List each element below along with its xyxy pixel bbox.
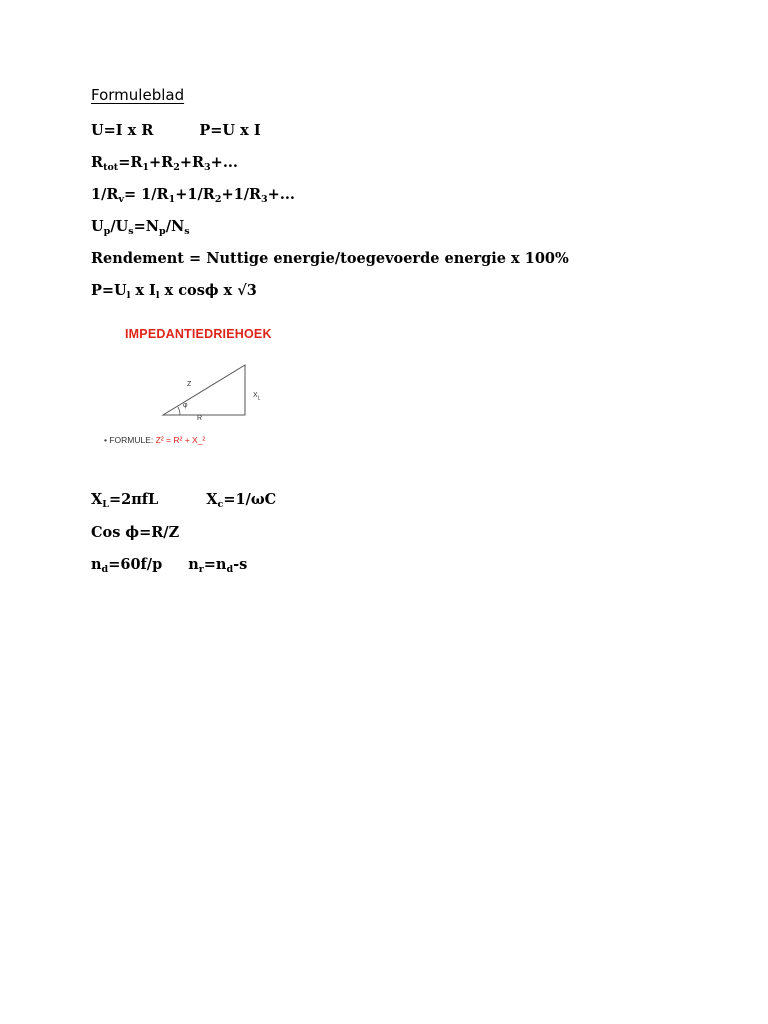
subscript: tot xyxy=(103,162,119,173)
subscript: p xyxy=(103,226,111,237)
impedance-triangle xyxy=(163,365,245,415)
text: X xyxy=(206,491,218,508)
label-r: R xyxy=(197,415,203,422)
text: -s xyxy=(233,556,248,573)
subscript: 3 xyxy=(261,194,268,205)
text: /U xyxy=(110,218,129,235)
text: n xyxy=(188,556,199,573)
subscript: d xyxy=(101,564,109,575)
text: +1/R xyxy=(221,186,262,203)
subscript: s xyxy=(184,226,190,237)
text: x I xyxy=(130,282,156,299)
formula-reactance xyxy=(91,491,276,508)
text: U xyxy=(91,218,104,235)
impedance-triangle-figure xyxy=(100,322,300,454)
subscript: c xyxy=(217,499,224,510)
subscript: L xyxy=(257,395,261,402)
text: =60f/p xyxy=(108,556,163,573)
formula-three-phase-power xyxy=(91,282,257,299)
text: /N xyxy=(165,218,185,235)
subscript: 2 xyxy=(214,194,222,205)
text: +... xyxy=(267,186,295,203)
text: =N xyxy=(133,218,160,235)
subscript: 2 xyxy=(173,162,180,173)
text: P=U xyxy=(91,282,127,299)
figure-formula xyxy=(104,435,205,445)
text: 1/R xyxy=(91,186,119,203)
label-z: Z xyxy=(187,381,192,388)
subscript: v xyxy=(118,194,124,205)
page-title: Formuleblad xyxy=(91,86,185,104)
label-xl xyxy=(253,392,260,401)
text: +R xyxy=(149,154,174,171)
text: R xyxy=(91,154,104,171)
bullet-icon: • xyxy=(104,435,107,445)
formula-cos-phi: Cos ϕ=R/Z xyxy=(91,524,180,541)
text: X xyxy=(91,491,103,508)
subscript: s xyxy=(128,226,134,237)
formula-prefix: FORMULE: xyxy=(109,435,154,445)
text: =n xyxy=(203,556,227,573)
text: X xyxy=(253,392,258,399)
subscript: r xyxy=(198,564,204,575)
text: +R xyxy=(179,154,205,171)
formula-rv xyxy=(91,186,295,203)
subscript: l xyxy=(155,290,160,301)
subscript: 1 xyxy=(142,162,150,173)
subscript: 1 xyxy=(168,194,176,205)
formula-transformer xyxy=(91,218,190,235)
text: +1/R xyxy=(175,186,215,203)
formula-expression: Z² = R² + X_² xyxy=(155,435,206,445)
formula-rendement: Rendement = Nuttige energie/toegevoerde energie x 100% xyxy=(91,250,569,267)
text: =2πfL xyxy=(108,491,159,508)
text: =R xyxy=(118,154,143,171)
text: x cosϕ x √3 xyxy=(159,282,257,299)
angle-arc xyxy=(178,407,180,415)
figure-title: IMPEDANTIEDRIEHOEK xyxy=(125,327,272,341)
text: +... xyxy=(210,154,238,171)
formula-power: P=U x I xyxy=(199,122,261,139)
formula-rtot xyxy=(91,154,238,171)
text: =1/ωC xyxy=(223,491,277,508)
label-phi: φ xyxy=(183,402,188,409)
formula-ohm-law: U=I x R xyxy=(91,122,154,139)
subscript: l xyxy=(126,290,131,301)
text: = 1/R xyxy=(123,186,169,203)
formula-ohm xyxy=(91,122,261,139)
subscript: 3 xyxy=(204,162,211,173)
subscript: L xyxy=(102,499,109,510)
formula-motor-speed xyxy=(91,556,247,573)
subscript: d xyxy=(226,564,234,575)
text: n xyxy=(91,556,102,573)
subscript: p xyxy=(159,226,166,237)
